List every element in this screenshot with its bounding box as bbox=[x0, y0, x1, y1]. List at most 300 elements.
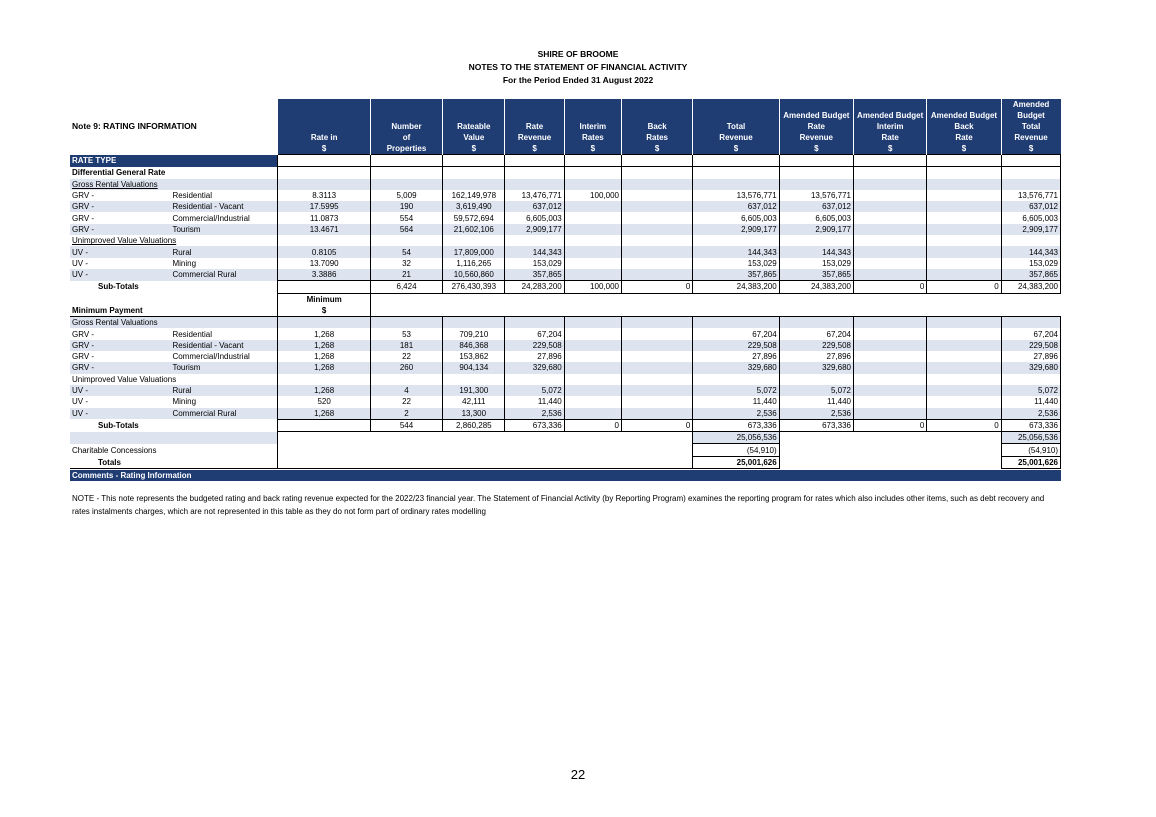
subtotal-value: 0 bbox=[564, 419, 621, 431]
value-cell bbox=[927, 362, 1001, 373]
uv-heading bbox=[70, 374, 1061, 385]
empty-cell bbox=[1001, 155, 1060, 167]
column-header bbox=[505, 99, 564, 155]
value-cell: 162,149,978 bbox=[443, 190, 505, 201]
column-header-line: $ bbox=[1028, 144, 1034, 153]
value-cell bbox=[564, 396, 621, 407]
value-cell: 2,909,177 bbox=[1001, 224, 1060, 235]
value-cell: 6,605,003 bbox=[505, 212, 564, 223]
table-row bbox=[70, 351, 1061, 362]
empty-cell bbox=[564, 317, 621, 329]
rate-code: GRV - bbox=[70, 362, 170, 373]
value-cell: 17.5995 bbox=[278, 201, 370, 212]
value-cell: 2,909,177 bbox=[693, 224, 779, 235]
empty-cell bbox=[564, 155, 621, 167]
subtotal-value: 24,383,200 bbox=[693, 281, 779, 293]
value-cell bbox=[927, 246, 1001, 257]
value-cell bbox=[927, 340, 1001, 351]
value-cell: 5,072 bbox=[693, 385, 779, 396]
comments-title: Comments - Rating Information bbox=[70, 470, 1061, 481]
column-header bbox=[1001, 99, 1060, 155]
column-header-line: $ bbox=[814, 144, 819, 153]
empty-cell bbox=[854, 235, 927, 246]
value-cell: 53 bbox=[370, 328, 442, 339]
value-cell: 22 bbox=[370, 351, 442, 362]
empty-cell bbox=[621, 317, 692, 329]
subtotal-value: 544 bbox=[370, 419, 442, 431]
value-cell bbox=[927, 408, 1001, 420]
column-header bbox=[693, 99, 779, 155]
empty-cell bbox=[779, 179, 853, 190]
column-header-line: $ bbox=[590, 144, 596, 153]
value-cell bbox=[854, 340, 927, 351]
subtotal-label: Sub-Totals bbox=[70, 419, 278, 431]
rate-category: Residential - Vacant bbox=[170, 201, 278, 212]
subtotal-value: 24,383,200 bbox=[1001, 281, 1060, 293]
value-cell: 554 bbox=[370, 212, 442, 223]
empty-cell bbox=[564, 235, 621, 246]
empty-cell bbox=[443, 179, 505, 190]
rate-type-label: RATE TYPE bbox=[70, 155, 278, 167]
empty-cell bbox=[621, 155, 692, 167]
value-cell: 329,680 bbox=[693, 362, 779, 373]
minimum-header: Minimum bbox=[278, 293, 370, 305]
differential-title-row bbox=[70, 167, 1061, 179]
value-cell bbox=[621, 258, 692, 269]
empty-cell bbox=[693, 374, 779, 385]
column-header bbox=[621, 99, 692, 155]
value-cell: 67,204 bbox=[505, 328, 564, 339]
value-cell: 144,343 bbox=[505, 246, 564, 257]
empty-cell bbox=[693, 167, 779, 179]
value-cell: 13.7090 bbox=[278, 258, 370, 269]
spacer-cell bbox=[779, 456, 1001, 468]
value-cell: 144,343 bbox=[779, 246, 853, 257]
value-cell: 54 bbox=[370, 246, 442, 257]
table-row bbox=[70, 385, 1061, 396]
rate-code: GRV - bbox=[70, 340, 170, 351]
value-cell: 0.8105 bbox=[278, 246, 370, 257]
value-cell: 153,029 bbox=[779, 258, 853, 269]
value-cell: 10,560,860 bbox=[443, 269, 505, 281]
empty-cell bbox=[927, 374, 1001, 385]
empty-cell bbox=[927, 179, 1001, 190]
subtotal-value: 0 bbox=[927, 419, 1001, 431]
empty-cell bbox=[443, 317, 505, 329]
minimum-unit: $ bbox=[278, 305, 370, 317]
empty-cell bbox=[443, 155, 505, 167]
empty-cell bbox=[779, 155, 853, 167]
column-header-line: Interim bbox=[579, 122, 607, 131]
grv-heading bbox=[70, 317, 1061, 329]
empty-cell bbox=[927, 317, 1001, 329]
column-header-line: Revenue bbox=[719, 133, 753, 142]
table-row bbox=[70, 212, 1061, 223]
rate-code: GRV - bbox=[72, 329, 95, 339]
value-cell: 27,896 bbox=[1001, 351, 1060, 362]
empty-cell bbox=[693, 317, 779, 329]
column-header-line: Rate in bbox=[310, 133, 338, 142]
empty-cell bbox=[927, 235, 1001, 246]
spacer-cell bbox=[278, 444, 693, 456]
minimum-subtotal-row bbox=[70, 419, 1061, 431]
value-cell: 329,680 bbox=[779, 362, 853, 373]
value-cell bbox=[564, 246, 621, 257]
rate-code: UV - bbox=[70, 408, 170, 420]
rate-code: UV - bbox=[70, 269, 170, 281]
empty-cell bbox=[854, 179, 927, 190]
column-header-line: $ bbox=[321, 144, 327, 153]
uv-heading bbox=[70, 235, 1061, 246]
value-cell: 153,029 bbox=[505, 258, 564, 269]
empty-cell bbox=[278, 155, 370, 167]
value-cell: 27,896 bbox=[505, 351, 564, 362]
value-cell: 846,368 bbox=[443, 340, 505, 351]
value-cell: 5,072 bbox=[505, 385, 564, 396]
value-cell bbox=[927, 201, 1001, 212]
value-cell: 190 bbox=[370, 201, 442, 212]
column-header-line: Rate bbox=[955, 133, 973, 142]
value-cell: 1,268 bbox=[278, 328, 370, 339]
value-cell bbox=[564, 385, 621, 396]
value-cell: 67,204 bbox=[693, 328, 779, 339]
value-cell bbox=[621, 201, 692, 212]
uv-heading-label: Unimproved Value Valuations bbox=[72, 374, 177, 384]
value-cell: 13,476,771 bbox=[505, 190, 564, 201]
section-title: Minimum Payment bbox=[70, 305, 278, 317]
totals-row-budget-total: 25,001,626 bbox=[1001, 456, 1060, 468]
value-cell: 637,012 bbox=[505, 201, 564, 212]
subtotal-value: 673,336 bbox=[693, 419, 779, 431]
column-header-line: Rate bbox=[881, 133, 899, 142]
value-cell bbox=[927, 190, 1001, 201]
empty-cell bbox=[278, 374, 370, 385]
rate-code: UV - bbox=[70, 246, 170, 257]
column-header-line: Revenue bbox=[1014, 133, 1048, 142]
value-cell bbox=[621, 269, 692, 281]
empty-cell bbox=[1001, 235, 1060, 246]
empty-cell bbox=[370, 374, 442, 385]
rate-code: GRV - bbox=[72, 213, 95, 223]
value-cell: 1,268 bbox=[278, 362, 370, 373]
empty-cell bbox=[443, 374, 505, 385]
value-cell bbox=[564, 269, 621, 281]
column-header bbox=[779, 99, 853, 155]
column-header bbox=[564, 99, 621, 155]
value-cell: 13,300 bbox=[443, 408, 505, 420]
empty-cell bbox=[505, 179, 564, 190]
value-cell: 6,605,003 bbox=[693, 212, 779, 223]
value-cell bbox=[854, 212, 927, 223]
empty-cell bbox=[779, 317, 853, 329]
empty-cell bbox=[621, 374, 692, 385]
value-cell: 637,012 bbox=[1001, 201, 1060, 212]
column-header-line: Value bbox=[463, 133, 485, 142]
empty-cell bbox=[505, 374, 564, 385]
value-cell: 2 bbox=[370, 408, 442, 420]
value-cell bbox=[854, 328, 927, 339]
empty-cell bbox=[564, 167, 621, 179]
value-cell: 637,012 bbox=[779, 201, 853, 212]
value-cell bbox=[927, 212, 1001, 223]
minimum-header-row-1 bbox=[70, 293, 1061, 305]
value-cell: 17,809,000 bbox=[443, 246, 505, 257]
empty-cell bbox=[854, 167, 927, 179]
value-cell: 100,000 bbox=[564, 190, 621, 201]
empty-cell bbox=[693, 235, 779, 246]
value-cell: 5,072 bbox=[779, 385, 853, 396]
value-cell: 1,268 bbox=[278, 340, 370, 351]
comments-note: NOTE - This note represents the budgeted rating and back rating revenue expected for the 2022/23 financial year. The Statement of Financial Activity (by Reporting Program) examines the reporting program for rates which also includes other items, such as debt recovery and rates instalments charges, which are not represented in this table as they do not form part of ordinary rates modelling bbox=[72, 494, 1045, 516]
value-cell bbox=[854, 201, 927, 212]
empty-cell bbox=[505, 235, 564, 246]
subtotal-value: 0 bbox=[854, 281, 927, 293]
column-header-row bbox=[70, 99, 1061, 155]
value-cell: 3.3886 bbox=[278, 269, 370, 281]
value-cell bbox=[854, 224, 927, 235]
column-header-line: Amended Budget bbox=[857, 111, 924, 120]
concessions-row bbox=[70, 444, 1061, 456]
rate-category: Commercial/Industrial bbox=[172, 213, 250, 223]
report-title: NOTES TO THE STATEMENT OF FINANCIAL ACTIVITY bbox=[468, 62, 688, 72]
column-header-line: Budget bbox=[1017, 111, 1045, 120]
rate-code: UV - bbox=[70, 385, 170, 396]
empty-cell bbox=[1001, 317, 1060, 329]
value-cell bbox=[854, 190, 927, 201]
column-header-line: Revenue bbox=[799, 133, 834, 142]
section-title: Differential General Rate bbox=[70, 167, 278, 179]
column-header-line: $ bbox=[654, 144, 660, 153]
empty-cell bbox=[370, 155, 442, 167]
spacer-cell bbox=[278, 432, 693, 444]
value-cell: 357,865 bbox=[1001, 269, 1060, 281]
column-header-line: Rates bbox=[646, 133, 669, 142]
spacer-cell bbox=[779, 444, 1001, 456]
rate-category: Commercial/Industrial bbox=[172, 352, 250, 362]
column-header-line: Amended Budget bbox=[930, 111, 998, 120]
subtotal-label: Sub-Totals bbox=[70, 281, 278, 293]
value-cell bbox=[621, 340, 692, 351]
empty-cell bbox=[927, 167, 1001, 179]
table-row bbox=[70, 258, 1061, 269]
empty-cell bbox=[621, 167, 692, 179]
empty-cell bbox=[854, 317, 927, 329]
value-cell: 144,343 bbox=[693, 246, 779, 257]
value-cell: 13,576,771 bbox=[779, 190, 853, 201]
empty-cell bbox=[1001, 179, 1060, 190]
value-cell: 2,536 bbox=[1001, 408, 1060, 420]
value-cell bbox=[927, 396, 1001, 407]
value-cell: 11,440 bbox=[1001, 396, 1060, 407]
value-cell: 8.3113 bbox=[278, 190, 370, 201]
value-cell: 1,268 bbox=[278, 385, 370, 396]
rate-code: GRV - bbox=[70, 201, 170, 212]
grv-heading-label: Gross Rental Valuations bbox=[70, 179, 278, 190]
empty-cell bbox=[779, 167, 853, 179]
subtotal-value bbox=[278, 281, 370, 293]
rate-category: Commercial Rural bbox=[170, 408, 278, 420]
value-cell: 13,576,771 bbox=[693, 190, 779, 201]
value-cell bbox=[621, 246, 692, 257]
value-cell bbox=[927, 258, 1001, 269]
grand-total-row-total: 25,056,536 bbox=[693, 432, 779, 444]
empty-cell bbox=[505, 317, 564, 329]
column-header-line: Total bbox=[1021, 122, 1041, 131]
table-row bbox=[70, 396, 1061, 407]
rate-category: Mining bbox=[172, 258, 197, 268]
column-header-line: Back bbox=[647, 122, 667, 131]
column-header-line: Properties bbox=[386, 144, 427, 153]
value-cell: 329,680 bbox=[505, 362, 564, 373]
value-cell: 520 bbox=[278, 396, 370, 407]
value-cell: 191,300 bbox=[443, 385, 505, 396]
value-cell: 11.0873 bbox=[278, 212, 370, 223]
uv-heading-label: Unimproved Value Valuations bbox=[72, 236, 177, 246]
empty-cell bbox=[927, 155, 1001, 167]
value-cell: 564 bbox=[370, 224, 442, 235]
value-cell: 11,440 bbox=[779, 396, 853, 407]
concessions-row-label: Charitable Concessions bbox=[70, 444, 278, 456]
value-cell: 709,210 bbox=[443, 328, 505, 339]
rate-code: GRV - bbox=[72, 352, 95, 362]
value-cell: 153,029 bbox=[1001, 258, 1060, 269]
grand-total-row bbox=[70, 432, 1061, 444]
minimum-header-row-2 bbox=[70, 305, 1061, 317]
value-cell: 2,909,177 bbox=[505, 224, 564, 235]
value-cell bbox=[854, 408, 927, 420]
value-cell bbox=[621, 408, 692, 420]
value-cell bbox=[621, 328, 692, 339]
column-header-line: $ bbox=[961, 144, 967, 153]
column-header-line: $ bbox=[471, 144, 477, 153]
table-row bbox=[70, 246, 1061, 257]
value-cell: 144,343 bbox=[1001, 246, 1060, 257]
subtotal-value: 0 bbox=[854, 419, 927, 431]
value-cell: 2,536 bbox=[505, 408, 564, 420]
subtotal-value: 0 bbox=[621, 281, 692, 293]
empty-cell bbox=[779, 374, 853, 385]
value-cell: 153,862 bbox=[443, 351, 505, 362]
differential-subtotal-row bbox=[70, 281, 1061, 293]
value-cell bbox=[564, 340, 621, 351]
column-header-line: Amended Budget bbox=[783, 111, 850, 120]
table-row bbox=[70, 328, 1061, 339]
value-cell: 6,605,003 bbox=[779, 212, 853, 223]
subtotal-value: 276,430,393 bbox=[443, 281, 505, 293]
value-cell: 229,508 bbox=[1001, 340, 1060, 351]
value-cell: 13,576,771 bbox=[1001, 190, 1060, 201]
spacer-cell bbox=[70, 293, 278, 305]
empty-cell bbox=[854, 374, 927, 385]
value-cell: 229,508 bbox=[505, 340, 564, 351]
value-cell: 21 bbox=[370, 269, 442, 281]
value-cell bbox=[854, 258, 927, 269]
empty-cell bbox=[278, 317, 370, 329]
rate-category: Residential - Vacant bbox=[170, 340, 278, 351]
totals-row bbox=[70, 456, 1061, 468]
grv-heading bbox=[70, 179, 1061, 190]
rate-category: Rural bbox=[170, 246, 278, 257]
table-row bbox=[70, 201, 1061, 212]
table-row bbox=[70, 340, 1061, 351]
value-cell bbox=[564, 351, 621, 362]
value-cell: 2,536 bbox=[693, 408, 779, 420]
value-cell: 1,268 bbox=[278, 351, 370, 362]
subtotal-value: 0 bbox=[927, 281, 1001, 293]
value-cell bbox=[621, 385, 692, 396]
value-cell bbox=[564, 362, 621, 373]
value-cell: 13.4671 bbox=[278, 224, 370, 235]
value-cell: 2,909,177 bbox=[779, 224, 853, 235]
empty-cell bbox=[370, 235, 442, 246]
subtotal-value: 673,336 bbox=[779, 419, 853, 431]
value-cell bbox=[854, 385, 927, 396]
subtotal-value: 6,424 bbox=[370, 281, 442, 293]
empty-cell bbox=[1001, 167, 1060, 179]
empty-cell bbox=[370, 167, 442, 179]
value-cell bbox=[564, 328, 621, 339]
column-header-line: Revenue bbox=[517, 133, 552, 142]
value-cell: 260 bbox=[370, 362, 442, 373]
column-header-line: Back bbox=[954, 122, 974, 131]
empty-cell bbox=[1001, 374, 1060, 385]
rate-code: UV - bbox=[72, 258, 88, 268]
column-header-line: $ bbox=[887, 144, 893, 153]
rate-code: GRV - bbox=[72, 191, 95, 201]
column-header-line: $ bbox=[532, 144, 537, 153]
value-cell: 153,029 bbox=[693, 258, 779, 269]
value-cell bbox=[621, 396, 692, 407]
value-cell: 59,572,694 bbox=[443, 212, 505, 223]
value-cell bbox=[621, 362, 692, 373]
empty-cell bbox=[693, 155, 779, 167]
table-row bbox=[70, 224, 1061, 235]
value-cell: 11,440 bbox=[693, 396, 779, 407]
report-period: For the Period Ended 31 August 2022 bbox=[502, 75, 654, 85]
empty-cell bbox=[564, 374, 621, 385]
empty-cell bbox=[564, 179, 621, 190]
value-cell bbox=[621, 212, 692, 223]
org-name: SHIRE OF BROOME bbox=[537, 49, 619, 59]
spacer-cell bbox=[370, 293, 1060, 305]
rating-table bbox=[70, 99, 1061, 469]
value-cell: 42,111 bbox=[443, 396, 505, 407]
table-row bbox=[70, 190, 1061, 201]
rate-category: Residential bbox=[172, 329, 213, 339]
value-cell bbox=[621, 190, 692, 201]
column-header-line: Rates bbox=[581, 133, 604, 142]
subtotal-value: 2,860,285 bbox=[443, 419, 505, 431]
value-cell: 4 bbox=[370, 385, 442, 396]
spacer-cell bbox=[370, 305, 1060, 317]
subtotal-value bbox=[278, 419, 370, 431]
value-cell: 21,602,106 bbox=[443, 224, 505, 235]
value-cell: 357,865 bbox=[505, 269, 564, 281]
value-cell bbox=[854, 246, 927, 257]
note-title: Note 9: RATING INFORMATION bbox=[70, 99, 278, 155]
spacer-cell bbox=[779, 432, 1001, 444]
value-cell: 27,896 bbox=[693, 351, 779, 362]
rate-category: Residential bbox=[172, 191, 213, 201]
column-header bbox=[278, 99, 370, 155]
value-cell: 3,619,490 bbox=[443, 201, 505, 212]
column-header-line: of bbox=[402, 133, 411, 142]
subtotal-value: 100,000 bbox=[564, 281, 621, 293]
empty-cell bbox=[278, 235, 370, 246]
value-cell bbox=[854, 396, 927, 407]
value-cell bbox=[564, 201, 621, 212]
table-row bbox=[70, 269, 1061, 281]
